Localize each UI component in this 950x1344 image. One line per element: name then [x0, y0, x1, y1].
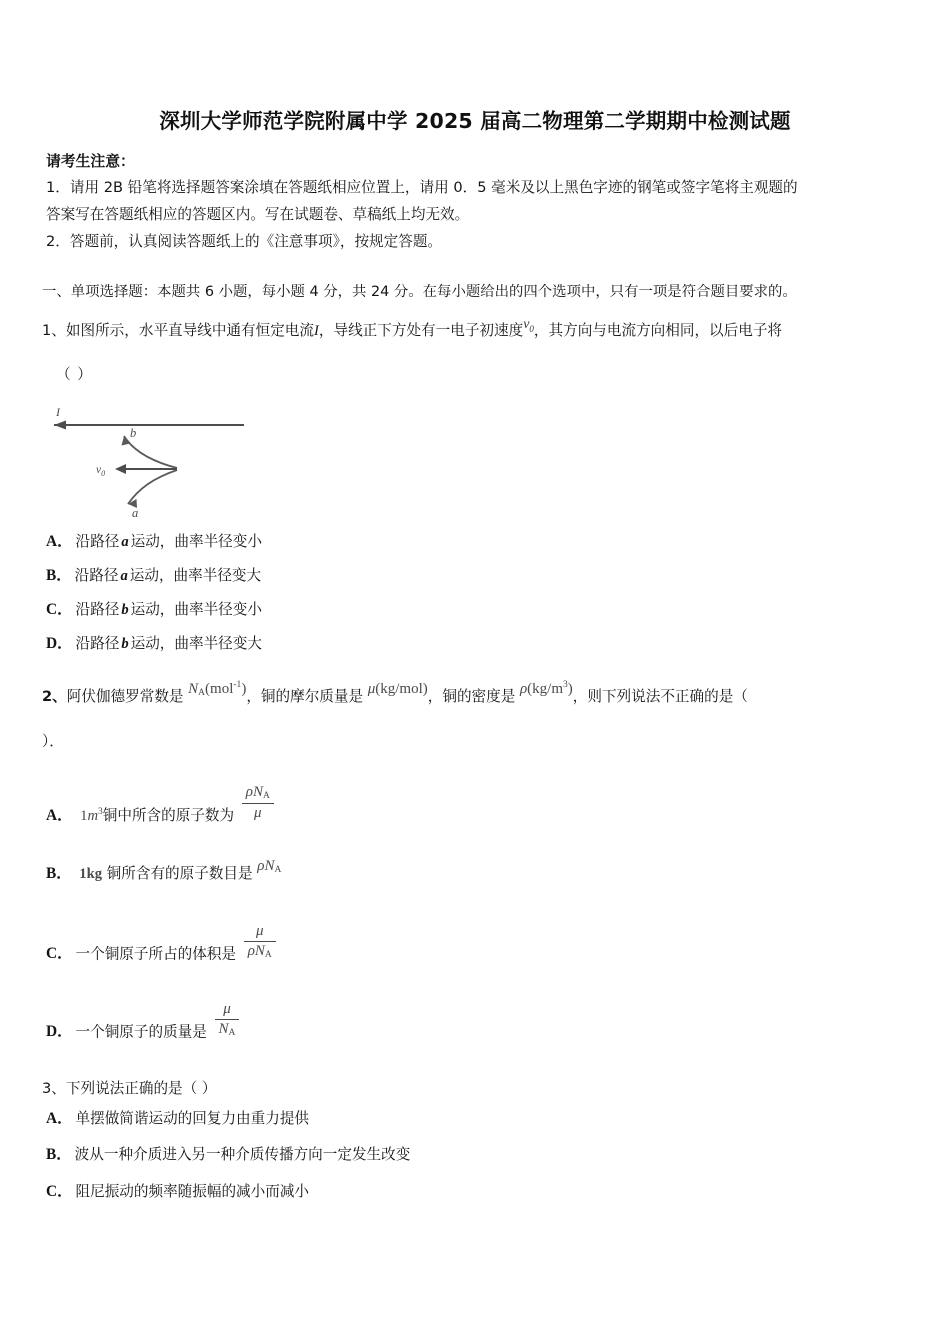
option-text: 波从一种介质进入另一种介质传播方向一定发生改变: [74, 1146, 411, 1163]
avogadro-unit-close: ): [241, 681, 247, 697]
question-1-answer-blank: （ ）: [56, 366, 93, 383]
option-label: C．: [46, 601, 73, 618]
option-a-volume-unit: [80, 808, 103, 824]
question-2-stem-seg-1: 阿伏伽德罗常数是: [66, 688, 184, 705]
denominator-subscript: A: [228, 1028, 236, 1039]
question-2-stem-seg-4: ，则下列说法不正确的是（: [572, 688, 748, 705]
option-symbol: a: [121, 534, 129, 550]
notice-heading: 请考生注意：: [46, 153, 135, 170]
question-2-math-molar-mass: [368, 681, 428, 697]
question-2-number: 2、: [42, 688, 67, 705]
option-label: D．: [46, 1023, 73, 1041]
option-text: 阻尼振动的频率随振幅的减小而减小: [75, 1183, 310, 1200]
option-c-text: 一个铜原子所占的体积是: [75, 945, 237, 963]
question-3-number: 3、: [42, 1080, 66, 1097]
question-2-option-a[interactable]: [46, 784, 277, 831]
denominator-N: N: [218, 1021, 229, 1038]
option-text-before: 沿路径: [75, 533, 120, 550]
notice-line-2: 答案写在答题纸相应的答题区内。写在试题卷、草稿纸上均无效。: [46, 206, 470, 223]
option-text-after: 运动，曲率半径变小: [130, 601, 262, 618]
fraction-numerator: μ: [244, 923, 276, 942]
option-label: C．: [46, 1183, 73, 1200]
denominator-subscript: A: [264, 950, 272, 961]
section-heading-single-choice: 一、单项选择题：本题共 6 小题，每小题 4 分，共 24 分。在每小题给出的四个选项中，只有一项是符合题目要求的。: [42, 284, 797, 300]
question-3-option-a[interactable]: [46, 1107, 309, 1131]
inline-N: N: [264, 858, 275, 874]
option-text: 单摆做简谐运动的回复力由重力提供: [75, 1110, 310, 1127]
avogadro-symbol: N: [188, 681, 199, 697]
volume-number: 1: [80, 807, 88, 824]
question-3-stem-text: 下列说法正确的是（ ）: [65, 1080, 217, 1097]
fraction-numerator: [242, 784, 274, 804]
inline-subscript: A: [274, 865, 282, 875]
option-label: B．: [46, 1146, 72, 1163]
option-label: C．: [46, 945, 73, 963]
option-text-after: 运动，曲率半径变大: [129, 567, 262, 584]
wire-current-arrowhead: [54, 421, 66, 430]
option-text-before: 沿路径: [74, 567, 119, 584]
option-label: A．: [46, 806, 73, 824]
molar-mass-unit: (kg/mol): [375, 681, 428, 697]
option-symbol: a: [120, 568, 128, 584]
question-2-option-b[interactable]: [46, 858, 282, 890]
option-symbol: b: [121, 602, 129, 618]
volume-symbol: m: [87, 807, 98, 824]
question-1-option-a[interactable]: [46, 530, 262, 554]
avogadro-unit-exponent: -1: [233, 680, 242, 690]
volume-exponent: 3: [98, 806, 103, 817]
numerator-subscript: A: [262, 791, 270, 801]
numerator-rho: ρ: [245, 784, 253, 800]
option-label: D．: [46, 635, 73, 652]
question-2-option-c[interactable]: [46, 923, 279, 970]
denominator-rho: ρ: [247, 943, 255, 960]
question-2-stem-seg-2: ，铜的摩尔质量是: [246, 688, 364, 705]
notice-line-1: 1．请用 2B 铅笔将选择题答案涂填在答题纸相应位置上，请用 0．5 毫米及以上黑色字迹的钢笔或签字笔将主观题的: [46, 179, 798, 196]
option-label: A．: [46, 533, 73, 550]
velocity-label-v0: $v_0$: [96, 464, 106, 478]
question-1-stem-part-2: ，导线正下方处有一电子初速度: [318, 322, 524, 339]
question-1-number: 1、: [42, 322, 66, 339]
path-a-curve: [128, 470, 177, 504]
option-label: A．: [46, 1110, 73, 1127]
question-3-stem: [42, 1075, 216, 1102]
option-b-mass-unit: 1kg: [79, 866, 103, 882]
numerator-N: N: [252, 784, 263, 800]
option-d-fraction: [215, 1001, 240, 1039]
option-c-fraction: [244, 923, 276, 961]
question-1-stem-part-3: ，其方向与电流方向相同，以后电子将: [533, 322, 783, 339]
fraction-denominator: [244, 942, 276, 961]
question-2-option-d[interactable]: [46, 1001, 242, 1048]
path-b-label: b: [130, 426, 137, 440]
option-label: B．: [46, 567, 72, 584]
path-a-label: a: [132, 506, 139, 520]
question-1-figure: [44, 392, 344, 522]
option-text-before: 沿路径: [75, 601, 120, 618]
velocity-subscript: 0: [529, 323, 534, 334]
question-2-answer-blank: ）．: [42, 733, 64, 750]
option-symbol: b: [121, 636, 129, 652]
current-label-I: I: [56, 405, 60, 419]
question-3-option-c[interactable]: [46, 1180, 309, 1204]
density-unit-close: ): [567, 681, 573, 697]
question-1-stem-part-1: 如图所示，水平直导线中通有恒定电流: [65, 322, 314, 339]
density-unit-exponent: 3: [563, 680, 568, 690]
path-b-curve: [124, 436, 177, 468]
option-b-inline-math: [257, 858, 281, 874]
option-text-after: 运动，曲率半径变小: [130, 533, 262, 550]
fraction-numerator: μ: [215, 1001, 240, 1020]
question-1-symbol-current: I: [314, 323, 319, 339]
question-1-option-d[interactable]: [46, 632, 262, 656]
wire-and-electron-path-diagram: [44, 392, 344, 522]
option-text-before: 沿路径: [75, 635, 120, 652]
question-1-option-b[interactable]: [46, 564, 261, 588]
question-2-stem-seg-3: ，铜的密度是: [427, 688, 516, 705]
question-1-option-c[interactable]: [46, 598, 262, 622]
option-d-text: 一个铜原子的质量是: [75, 1023, 207, 1041]
question-1-stem: [42, 317, 782, 350]
velocity-symbol: v: [523, 317, 530, 332]
page-title: 深圳大学师范学院附属中学 2025 届高二物理第二学期期中检测试题: [159, 109, 791, 133]
velocity-arrowhead: [115, 464, 126, 474]
question-2-math-density: [520, 681, 573, 697]
avogadro-subscript: A: [198, 688, 206, 698]
question-2-stem: [42, 680, 748, 715]
question-1-symbol-velocity: [523, 311, 534, 343]
denominator-N: N: [254, 943, 265, 960]
option-text-after: 运动，曲率半径变大: [130, 635, 262, 652]
question-3-option-b[interactable]: [46, 1143, 410, 1167]
fraction-denominator: μ: [254, 804, 262, 821]
option-label: B．: [46, 865, 72, 882]
fraction-denominator: [215, 1020, 240, 1039]
question-2-math-avogadro: [188, 681, 246, 697]
option-b-text: 铜所含有的原子数目是: [106, 865, 253, 882]
molar-mass-symbol: μ: [367, 681, 376, 697]
avogadro-unit-open: (mol: [205, 681, 234, 697]
density-symbol: ρ: [519, 681, 528, 697]
option-a-text: 铜中所含的原子数为: [102, 806, 235, 824]
inline-rho: ρ: [257, 858, 265, 874]
option-a-fraction: [242, 784, 274, 822]
density-unit-open: (kg/m: [527, 681, 564, 697]
notice-line-3: 2．答题前，认真阅读答题纸上的《注意事项》，按规定答题。: [46, 233, 443, 250]
